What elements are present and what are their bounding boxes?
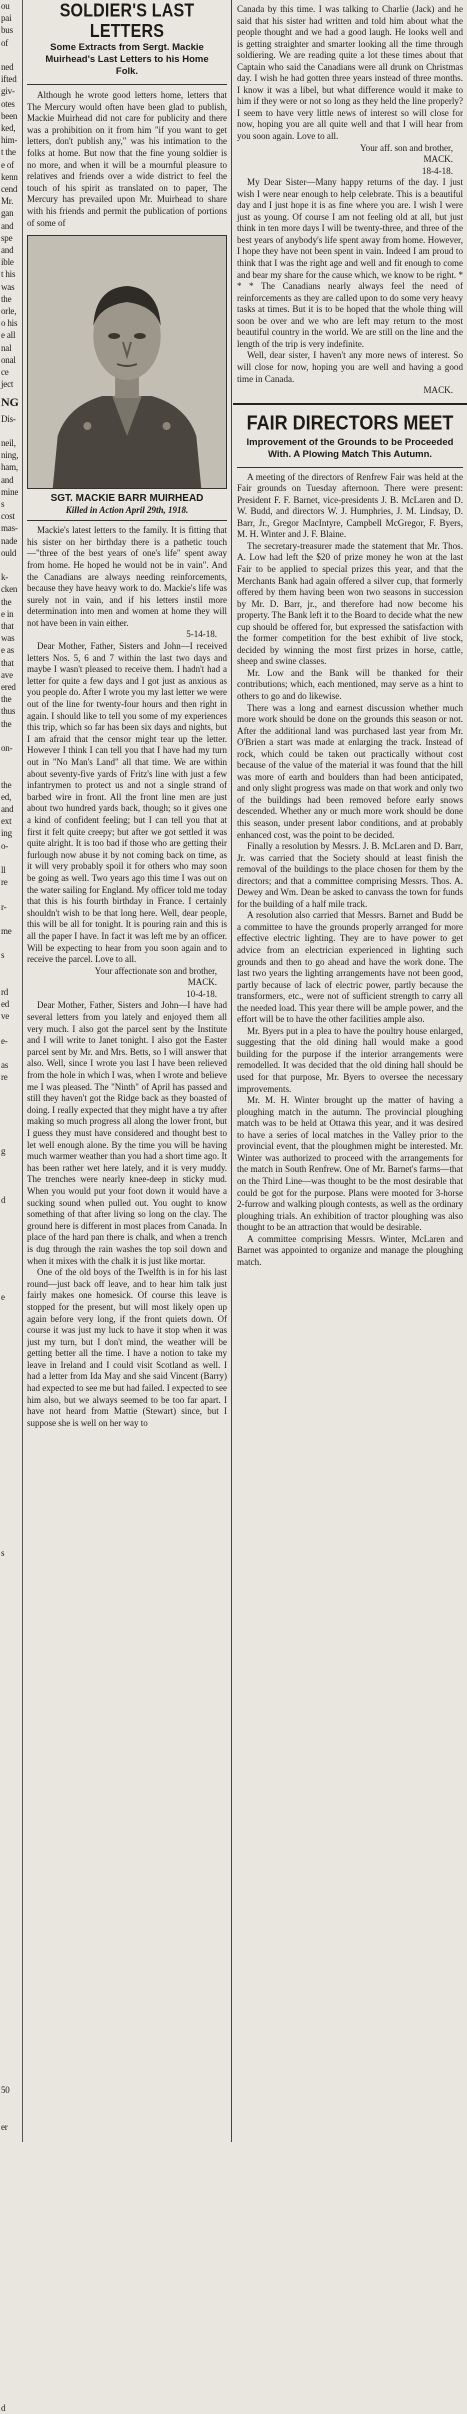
margin-fragment: [1, 1560, 22, 1572]
margin-fragment: s: [1, 950, 5, 961]
margin-fragment: re: [1, 877, 8, 888]
margin-fragment: was: [1, 633, 15, 644]
margin-fragment: the: [1, 779, 12, 790]
margin-fragment: [1, 1913, 22, 1925]
margin-fragment: kenn: [1, 171, 18, 182]
photo-caption: SGT. MACKIE BARR MUIRHEAD: [50, 493, 204, 505]
fair-headline: FAIR DIRECTORS MEET: [246, 411, 454, 434]
margin-fragment: [1, 766, 22, 778]
margin-fragment: [1, 2145, 22, 2157]
margin-fragment: [1, 2023, 22, 2035]
margin-fragment: e-: [1, 1035, 8, 1046]
margin-fragment: [1, 730, 22, 742]
margin-fragment: orle,: [1, 306, 17, 317]
margin-fragment: [1, 1926, 22, 1938]
fair-paragraph: Mr. Byers put in a plea to have the poultry house enlarged, suggesting that the old dining hall would make a good building for the purpose if the interior arrangements were remodelled. It was decided that the old dining hall should be used for that purpose, Mr. Byers to oversee the necessary improvements.: [237, 1025, 463, 1094]
continuation-date: 18-4-18.: [421, 165, 453, 176]
margin-fragment: [1, 1096, 22, 1108]
fair-paragraph: The secretary-treasurer made the statement that Mr. Thos. A. Low had left the $20 of prize money he won at the last Fair to be applied to special prizes this year, and that the Merchants Bank had again offered a silver cup, that formerly offered by them having been won two seasons in succession by Mr. D. Barr, jr., and therefore had now become his property. The Bank left it to the Board to decide what the new cup should be offered for, but expressed the satisfaction with the former competition for the best exhibit of live stock, decided by winning the most first prizes in horse, cattle, sheep and swine classes.: [237, 540, 463, 667]
article-divider: [233, 403, 467, 405]
margin-fragment: [1, 1316, 22, 1328]
margin-fragment: [1, 1486, 22, 1498]
soldier-paragraph: Dear Mother, Father, Sisters and John—I received letters Nos. 5, 6 and 7 within the last two days and maybe I wasn't pleased to receive them. I hadn't had a letter for quite a few days and I got just as anxious as you people do. After I wrote you my last letter we were out of the line for twenty-four hours and then right in again. I should like to tell you some of my experiences this trip, which so far has been six days and nights, but I am afraid that the censor might tear up the letter. However I think I can tell you that I have had my turn out in "No Man's Land" all that time. We are within about seventy-five yards of Fritz's line with just a few infantrymen to protect us and not a single strand of barbed wire in front. All the front line men are just about two hundred yards back, though; so it gives one a kind of confident feeling; but I can tell you that at first it felt quite creepy; but after we got settled it was quite alright. It is too bad if those who are getting their furlough now abuse it by not coming back on time, as it will very probably spoil it for others who may soon be going as well. Two years ago this time I was out on the water sailing for England. My officer told me today that this is his fourth birthday in France. I certainly shouldn't wish to be that long here. Well, dear people, this will be all for tonight. It is pouring rain and this is all the paper I have. In fact it was left me by an officer. Will be expecting to hear from you soon again and to receive the parcel. Love to all.: [27, 641, 227, 965]
margin-fragment: [1, 1206, 22, 1218]
margin-fragment: e of: [1, 159, 14, 170]
margin-fragment: [1, 1450, 22, 1462]
margin-fragment: ce: [1, 367, 9, 378]
margin-fragment: [1, 1889, 22, 1901]
margin-fragment: ning,: [1, 450, 19, 461]
margin-fragment: [1, 1608, 22, 1620]
margin-fragment: ible: [1, 257, 14, 268]
margin-fragment: e all: [1, 330, 16, 341]
margin-fragment: mine: [1, 486, 19, 497]
margin-fragment: cend: [1, 184, 18, 195]
margin-fragment: [1, 1584, 22, 1596]
continuation-paragraph: Canada by this time. I was talking to Charlie (Jack) and he said that his sister had written and told him about what the people thought and we had a good laugh. He looks well and is getting straighter and smarter looking all the time through soldiering. We are reading quite a lot these times about that Captain who said the Canadians were all drunk on Christmas day. I wish he had gotten three years instead of three months. I know it was a libel, but what difference would it make to him if they were or not so long as they held the line properly? I seem to have very little news of interest so will close for now, hoping you are all quite well and that I will hear from you soon again. Love to all.: [237, 4, 463, 142]
fair-body: [233, 472, 467, 1269]
margin-fragment: [1, 2158, 22, 2170]
margin-fragment: [1, 1767, 22, 1779]
soldier-paragraph: Mackie's latest letters to the family. It is fitting that his sister on her birthday there is a pathetic touch—"three of the best years of one's life" spent away from home. He hoped he would not be in vain". And the Canadians are always needing reinforcements, because they have heavy work to do. Mackie's life was surely not in vain, and if his letters instil more determination into men and women at home they will not have been in vain either.: [27, 525, 227, 628]
margin-fragment: [1, 2292, 22, 2304]
margin-fragment: [1, 1340, 22, 1352]
margin-fragment: d: [1, 1194, 6, 1205]
margin-fragment: [1, 49, 22, 61]
margin-fragment: [1, 1865, 22, 1877]
margin-fragment: [1, 2389, 22, 2401]
margin-fragment: [1, 1255, 22, 1267]
margin-fragment: o his: [1, 318, 18, 329]
margin-fragment: k-: [1, 572, 9, 583]
margin-fragment: [1, 1852, 22, 1864]
margin-fragment: [1, 1950, 22, 1962]
margin-fragment: that: [1, 620, 14, 631]
margin-fragment: [1, 754, 22, 766]
margin-fragment: [1, 1523, 22, 1535]
margin-fragment: [1, 1755, 22, 1767]
margin-fragment: nade: [1, 535, 18, 546]
margin-fragment: [1, 1694, 22, 1706]
birthday-letter-paragraph: My Dear Sister—Many happy returns of the day. I just wish I were near enough to help celebrate. This is a beautiful day and I just hope it is as fine where you are. I wish I were just as young. Of course I am not feeling old at all, but just think in ten more days I will be twenty-three, and three of the best years of anybody's life spent away from home. However, I hope they have not been spent in vain. Indeed I am proud to think that I was the right age and well and fit enough to come and bear my share for the cause which, we know to be right. * * * The Canadians nearly always feel the need of reinforcements as they are called upon to do some very heavy tasks at times. But it is to be hoped that the whole thing will soon be over and we who are left may return to the most beautiful country in the world. We are still on the line and the length of the trip is very indefinite.: [237, 177, 464, 349]
margin-fragment: [1, 2280, 22, 2292]
margin-fragment: mas-: [1, 523, 18, 534]
margin-fragment: re: [1, 1072, 8, 1083]
margin-fragment: ing: [1, 828, 12, 839]
margin-fragment: [1, 1328, 22, 1340]
margin-fragment: [1, 1791, 22, 1803]
margin-fragment: [1, 2219, 22, 2231]
subhead-rule: [27, 84, 227, 85]
margin-fragment: [1, 2231, 22, 2243]
margin-fragment: [1, 559, 22, 571]
margin-fragment: [1, 1413, 22, 1425]
margin-fragment: [1, 1804, 22, 1816]
margin-fragment: [1, 1840, 22, 1852]
margin-fragment: neil,: [1, 437, 16, 448]
margin-fragment: ifted: [1, 74, 17, 85]
margin-fragment: ould: [1, 547, 17, 558]
margin-fragment: ned: [1, 62, 14, 73]
margin-fragment: e as: [1, 645, 14, 656]
margin-fragment: and: [1, 220, 14, 231]
margin-fragment: cken: [1, 584, 18, 595]
margin-fragment: [1, 1364, 22, 1376]
margin-fragment: [1, 2328, 22, 2340]
margin-fragment: e: [1, 1292, 5, 1303]
fair-paragraph: A committee comprising Messrs. Winter, McLaren and Barnet was appointed to organize and manage the ploughing match.: [237, 1233, 463, 1267]
margin-fragment: [1, 1669, 22, 1681]
margin-fragment: [1, 962, 22, 974]
soldier-paragraph: Dear Mother, Father, Sisters and John—I have had several letters from you lately and enjoyed them all very much. I also got the parcel sent by the Institute and I will write to Janet tonight. I also got the Easter parcel sent by Mr. and Mrs. Betts, so I will answer that also. Well, since I wrote you last I have been relieved from the hole in which I was, when I wrote and believe me I was pleased. The "Ninth" of April has passed and still they haven't got the Ridge back as they boasted of doing. I really expected that they might have a try after making so much progress all along the lower front, but I guess they must have considered and thought best to let well enough alone. By the time you will be having much warmer weather than you had a short time ago. It has been rather wet here lately, and it is very muddy. The trenches were nearly knee-deep in sticky mud. When you would put your foot down it would have a sucking sound when pulled out. You ought to know something of that after living so long on the clay. The ground here is different in most places from Canada. In place of the hard pan there is chalk, and when a trench is dug through the rain washes the top soil down and when it mixes with the chalk it is just like mortar.: [27, 1000, 227, 1266]
margin-fragment: [1, 1377, 22, 1389]
margin-fragment: [1, 1499, 22, 1511]
margin-fragment: [1, 974, 22, 986]
margin-fragment: ked,: [1, 123, 16, 134]
margin-fragment: thus: [1, 706, 16, 717]
soldier-headline: SOLDIER'S LAST LETTERS: [59, 1, 195, 42]
margin-fragment: [1, 1596, 22, 1608]
margin-fragment: [1, 2011, 22, 2023]
margin-fragment: gan: [1, 208, 14, 219]
margin-fragment: [1, 2243, 22, 2255]
margin-fragment: [1, 2304, 22, 2316]
margin-fragment: [1, 1657, 22, 1669]
margin-fragment: the: [1, 718, 12, 729]
photo-subcaption: Killed in Action April 29th, 1918.: [65, 505, 189, 516]
margin-fragment: [1, 1779, 22, 1791]
margin-fragment: g: [1, 1145, 6, 1156]
margin-fragment: [1, 2072, 22, 2084]
margin-fragment: and: [1, 245, 14, 256]
margin-fragment: s: [1, 498, 5, 509]
margin-fragment: [1, 2133, 22, 2145]
margin-fragment: [1, 2341, 22, 2353]
margin-fragment: [1, 1218, 22, 1230]
margin-fragment: [1, 425, 22, 437]
fair-paragraph: A meeting of the directors of Renfrew Fair was held at the Fair grounds on Tuesday afternoon. There were present: President F. F. Barnet, vice-presidents J. B. McLaren and D. W. Budd, and directors W. J. Humphries, J. M. Lindsay, D. Barr, Jr., Gregor MacIntyre, Campbell McGregor, F. Byers, M. H. Winter and J. F. Blaine.: [237, 471, 463, 540]
margin-fragment: on-: [1, 742, 13, 753]
margin-fragment: [1, 1267, 22, 1279]
margin-fragment: [1, 2048, 22, 2060]
margin-fragment: [1, 1999, 22, 2011]
margin-fragment: [1, 1816, 22, 1828]
margin-fragment: [1, 1535, 22, 1547]
margin-fragment: [1, 1975, 22, 1987]
margin-fragment: [1, 1120, 22, 1132]
margin-fragment: [1, 852, 22, 864]
margin-fragment: Dis-: [1, 413, 16, 424]
letter-signoff: Your affectionate son and brother,: [94, 965, 217, 976]
continuation-signature: MACK.: [423, 154, 453, 165]
margin-fragment: [1, 1425, 22, 1437]
margin-fragment: [1, 2097, 22, 2109]
fair-subhead: Improvement of the Grounds to be Proceeded With. A Plowing Match This Autumn.: [246, 436, 454, 460]
fair-paragraph: Mr. Low and the Bank will be thanked for their contributions; which, each mentioned, may serve as a hint to others to go and do likewise.: [237, 667, 463, 701]
margin-fragment: ject: [1, 379, 14, 390]
margin-fragment: ed: [1, 999, 10, 1010]
left-fragments-mid: [0, 413, 22, 2414]
right-column: [233, 0, 467, 2142]
margin-fragment: rd: [1, 987, 9, 998]
margin-fragment: [1, 1621, 22, 1633]
portrait-image: [28, 236, 226, 488]
margin-fragment: r-: [1, 901, 7, 912]
birthday-letter-signature: MACK.: [423, 385, 453, 396]
soldier-body: [23, 525, 231, 1429]
margin-fragment: spe: [1, 232, 13, 243]
margin-fragment: [1, 913, 22, 925]
margin-fragment: [1, 2377, 22, 2389]
margin-fragment: er: [1, 2121, 8, 2132]
margin-fragment: [1, 1474, 22, 1486]
margin-fragment: [1, 1987, 22, 1999]
margin-fragment: o-: [1, 840, 9, 851]
letter-date: 10-4-18.: [186, 988, 217, 999]
margin-fragment: [1, 1279, 22, 1291]
left-fragments-top: [0, 0, 22, 391]
margin-fragment: e in: [1, 608, 14, 619]
margin-fragment: [1, 1682, 22, 1694]
margin-fragment: pai: [1, 13, 12, 24]
left-fragment-column: [0, 0, 23, 2413]
margin-fragment: [1, 1084, 22, 1096]
soldier-subhead: Some Extracts from Sergt. Mackie Muirhead's Last Letters to his Home Folk.: [45, 42, 209, 77]
margin-fragment: ve: [1, 1011, 10, 1022]
margin-fragment: [1, 1938, 22, 1950]
margin-fragment: [1, 1108, 22, 1120]
margin-fragment: and: [1, 804, 14, 814]
margin-fragment: t his: [1, 269, 16, 280]
margin-fragment: of: [1, 37, 9, 48]
margin-fragment: ll: [1, 865, 6, 876]
margin-fragment: that: [1, 657, 14, 668]
margin-fragment: ave: [1, 669, 13, 680]
margin-fragment: ext: [1, 816, 12, 827]
margin-fragment: d: [1, 2402, 6, 2413]
margin-fragment: the: [1, 596, 12, 607]
fair-paragraph: A resolution also carried that Messrs. Barnet and Budd be a committee to have the grounds properly arranged for more effective electric lighting. They are to have power to get advice from an electrician experienced in lighting such grounds and then to go ahead and have the work done. The last two years the lighting arrangements have not been good, partly because of lack of electric power, partly because the transformers, etc., were not of sufficient strength to carry all the needed load. This year there will be ample power, and the effort will be to have the other facilities ample also.: [237, 910, 463, 1025]
margin-fragment: [1, 1047, 22, 1059]
margin-fragment: ou: [1, 1, 10, 11]
margin-fragment: [1, 2267, 22, 2279]
margin-fragment: [1, 1828, 22, 1840]
margin-fragment: [1, 1962, 22, 1974]
margin-fragment: [1, 2036, 22, 2048]
margin-fragment: [1, 1730, 22, 1742]
margin-fragment: as: [1, 1060, 9, 1071]
margin-fragment: nal: [1, 342, 12, 353]
margin-fragment: [1, 2060, 22, 2072]
margin-fragment: [1, 1706, 22, 1718]
soldier-intro: Although he wrote good letters home, letters that The Mercury would often have been glad to publish, Mackie Muirhead did not care for publicity and there was a prohibition on it from him "if you want to get letters, don't publish any," was his intimation to the folks at home. But now that the fine young soldier is no more, and when it will be a mournful pleasure to relatives and friends over a wide district to feel the touch of his spirit as translated on to paper, The Mercury has prevailed upon Mr. Muirhead to share with his friends and permit the publication of portions of some of: [27, 90, 227, 228]
margin-fragment: [1, 1438, 22, 1450]
soldier-article: [23, 0, 232, 2142]
margin-fragment: [1, 1230, 22, 1242]
margin-fragment: [1, 1718, 22, 1730]
margin-fragment: otes: [1, 98, 15, 109]
margin-fragment: [1, 1352, 22, 1364]
margin-fragment: [1, 2353, 22, 2365]
soldier-portrait-photo: [27, 235, 227, 489]
margin-fragment: [1, 1132, 22, 1144]
margin-fragment: onal: [1, 354, 16, 365]
margin-fragment: Mr.: [1, 196, 14, 207]
margin-fragment: t the: [1, 147, 16, 158]
margin-fragment: [1, 1023, 22, 1035]
margin-fragment: bus: [1, 25, 13, 36]
margin-fragment: [1, 1901, 22, 1913]
margin-fragment: [1, 937, 22, 949]
letter-continuation: [233, 4, 467, 397]
margin-fragment: [1, 2255, 22, 2267]
margin-fragment: [1, 2316, 22, 2328]
margin-fragment: s: [1, 1548, 5, 1559]
margin-fragment: [1, 2182, 22, 2194]
margin-fragment: [1, 1633, 22, 1645]
letter-date: 5-14-18.: [186, 629, 217, 640]
margin-fragment: cost: [1, 511, 15, 522]
left-fragment-label: NG: [1, 394, 19, 409]
fair-paragraph: Finally a resolution by Messrs. J. B. McLaren and D. Barr, Jr. was carried that the Society should at least finish the removal of the buildings to the place chosen for them by the directors; and that a committee comprising Messrs. Thos. A. Dewey and Wm. Dean be asked to canvass the town for funds for the building of a half mile track.: [237, 841, 463, 909]
margin-fragment: [1, 2206, 22, 2218]
margin-fragment: and: [1, 474, 14, 485]
margin-fragment: 50: [1, 2085, 10, 2096]
margin-fragment: [1, 2170, 22, 2182]
continuation-signoff: Your aff. son and brother,: [359, 142, 453, 153]
margin-fragment: [1, 1242, 22, 1254]
margin-fragment: the: [1, 694, 12, 705]
letter-signature: MACK.: [187, 977, 217, 988]
margin-fragment: [1, 1877, 22, 1889]
margin-fragment: [1, 1303, 22, 1315]
margin-fragment: the: [1, 293, 12, 304]
margin-fragment: him-: [1, 135, 18, 146]
margin-fragment: [1, 1389, 22, 1401]
soldier-paragraph: One of the old boys of the Twelfth is in for his last round—just back off leave, and to hear him talk just fairly makes one homesick. Of course this leave is stopped for the present, but will most likely open up again before very long, if the front quiets down. Of course it was just my luck to have it stop when it was just my turn, but I don't mind, the weather will be getting better all the time. I have a notion to take my leave in Ireland and I could visit Scotland as well. I had a letter from Ida May and she said Vincent (Barry) had expected to see me but had failed. I expected to see him also, but we always seemed to be too far apart. I have not heard from Mattie (Stewart) since, but I suppose she is well on her way to: [27, 1267, 227, 1428]
margin-fragment: [1, 2194, 22, 2206]
margin-fragment: [1, 1157, 22, 1169]
margin-fragment: [1, 1511, 22, 1523]
margin-fragment: [1, 888, 22, 900]
margin-fragment: ham,: [1, 462, 18, 473]
margin-fragment: [1, 1401, 22, 1413]
margin-fragment: was: [1, 281, 15, 292]
margin-fragment: [1, 2109, 22, 2121]
margin-fragment: [1, 1645, 22, 1657]
fair-paragraph: Mr. M. H. Winter brought up the matter of having a ploughing match in the autumn. The provincial ploughing match was to be held at Ottawa this year, and it was desired to have a series of local matches in the Valley prior to the provincial event, that the ploughmen might be interested. Mr. Winter was authorized to proceed with the arrangements for the match in South Renfrew. One of Mr. Barnet's farms—that on the Third Line—was thought to be the most desirable that could be got for the purpose. Plans were mooted for 3-horse 2-furrow and walking plough contests, as well as the ordinary ploughing trials. An exhibition of tractor ploughing was also thought to be an attraction that would be desirable.: [237, 1095, 463, 1233]
margin-fragment: [1, 1169, 22, 1181]
margin-fragment: giv-: [1, 86, 15, 97]
margin-fragment: ered: [1, 681, 16, 692]
margin-fragment: [1, 1572, 22, 1584]
birthday-letter-paragraph: Well, dear sister, I haven't any more news of interest. So will close for now, hoping you are well and having a good time in Canada.: [237, 350, 463, 384]
margin-fragment: [1, 1462, 22, 1474]
margin-fragment: [1, 2365, 22, 2377]
margin-fragment: [1, 1181, 22, 1193]
margin-fragment: ed,: [1, 791, 12, 802]
fair-paragraph: There was a long and earnest discussion whether much more work should be done on the grounds this season or not. After the additional land was purchased last year from Mr. O'Brien a start was made at enlarging the track. Instead of rock, which could be taken out practically without cost because of the value of the material it was found that the hill was more of earth and boulders than had been anticipated, and only slight progress was made on that work and only two of the buildings had been removed before early snows descended. Whether any or much more work should be done this season, under present labor conditions, and at probably enhanced cost, was the point to be decided.: [237, 702, 463, 840]
margin-fragment: [1, 1743, 22, 1755]
margin-fragment: been: [1, 110, 18, 121]
margin-fragment: me: [1, 926, 12, 937]
